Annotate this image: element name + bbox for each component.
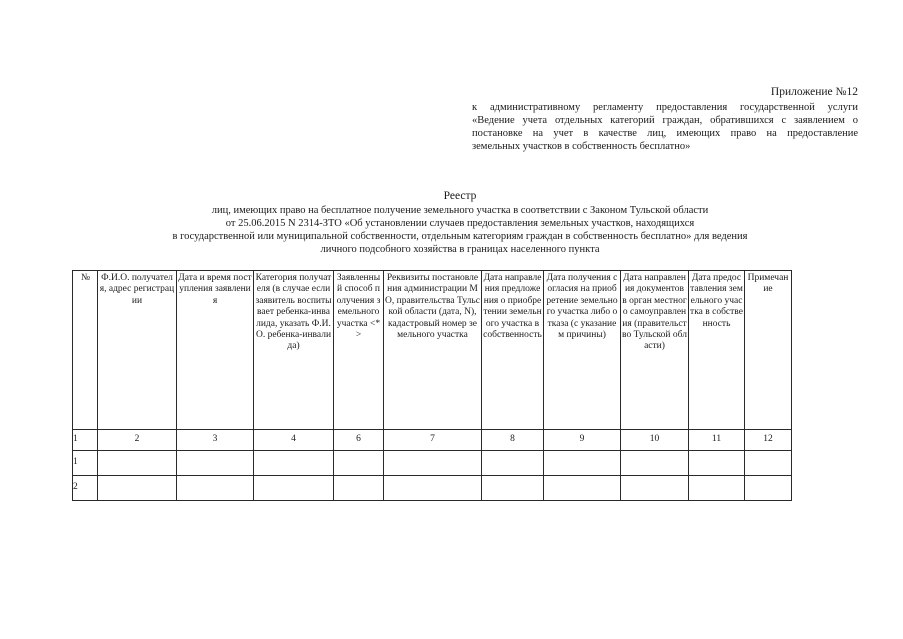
column-number: 3 [177,430,254,451]
column-header: Категория получателя (в случае если заявитель воспитывает ребенка-инвалида, указать Ф.И.О. ребенка-инвалида) [254,271,334,430]
table-cell[interactable] [544,451,621,476]
column-number: 7 [384,430,482,451]
registry-title: Реестр [443,190,477,202]
column-number: 9 [544,430,621,451]
table-cell[interactable] [334,451,384,476]
table-cell[interactable] [98,476,177,501]
column-number: 10 [621,430,689,451]
column-number: 1 [73,430,98,451]
table-cell[interactable] [254,476,334,501]
column-header: Дата получения согласия на приобретение земельного участка либо отказа (с указанием причины) [544,271,621,430]
table-cell[interactable] [384,451,482,476]
table-header-row [73,271,792,430]
column-number: 12 [745,430,792,451]
column-header: Реквизиты постановления администрации МО, правительства Тульской области (дата, N), кадастровый номер земельного участка [384,271,482,430]
table-cell[interactable] [177,476,254,501]
column-number: 2 [98,430,177,451]
registry-heading [90,190,830,256]
table-cell[interactable] [544,476,621,501]
registry-subtitle-line-4: личного подсобного хозяйства в границах населенного пункта [320,244,600,255]
column-number: 6 [334,430,384,451]
table-cell[interactable] [689,451,745,476]
table-cell[interactable] [482,451,544,476]
column-number: 8 [482,430,544,451]
registry-subtitle-line-3: в государственной или муниципальной собственности, отдельным категориям граждан в собственность бесплатно» для ведения [172,231,748,242]
table-cell[interactable] [745,476,792,501]
appendix-line-2: «Ведение учета отдельных категорий граждан, обратившихся с заявлением о [472,115,858,126]
table-cell[interactable] [689,476,745,501]
table-cell[interactable] [482,476,544,501]
table-cell[interactable] [334,476,384,501]
registry-subtitle-line-1: лиц, имеющих право на бесплатное получение земельного участка в соответствии с Законом Тульской области [211,205,709,216]
table-cell[interactable] [621,476,689,501]
column-header: Дата направления предложения о приобретении земельного участка в собственность [482,271,544,430]
column-number: 4 [254,430,334,451]
appendix-block [472,86,858,153]
table-cell[interactable] [745,451,792,476]
column-header: Дата направления документов в орган местного самоуправления (правительство Тульской области) [621,271,689,430]
table-row [73,451,792,476]
appendix-line-4: земельных участков в собственность бесплатно» [472,141,691,152]
registry-subtitle-line-2: от 25.06.2015 N 2314-ЗТО «Об установлении случаев предоставления земельных участков, находящихся [225,218,695,229]
column-number: 11 [689,430,745,451]
appendix-line-3: постановке на учет в качестве лиц, имеющих право на предоставление [472,128,858,139]
row-number: 1 [73,451,98,476]
column-header: Заявленный способ получения земельного участка <*> [334,271,384,430]
column-header: Дата и время поступления заявления [177,271,254,430]
column-header: Примечание [745,271,792,430]
column-header: Дата предоставления земельного участка в собственность [689,271,745,430]
appendix-line-1: к административному регламенту предоставления государственной услуги [472,102,858,113]
registry-table [72,270,792,501]
table-cell[interactable] [384,476,482,501]
column-number-row [73,430,792,451]
column-header: Ф.И.О. получателя, адрес регистрации [98,271,177,430]
table-cell[interactable] [621,451,689,476]
table-row [73,476,792,501]
column-header: № [73,271,98,430]
row-number: 2 [73,476,98,501]
table-cell[interactable] [98,451,177,476]
table-cell[interactable] [177,451,254,476]
appendix-number: Приложение №12 [770,86,858,98]
table-cell[interactable] [254,451,334,476]
